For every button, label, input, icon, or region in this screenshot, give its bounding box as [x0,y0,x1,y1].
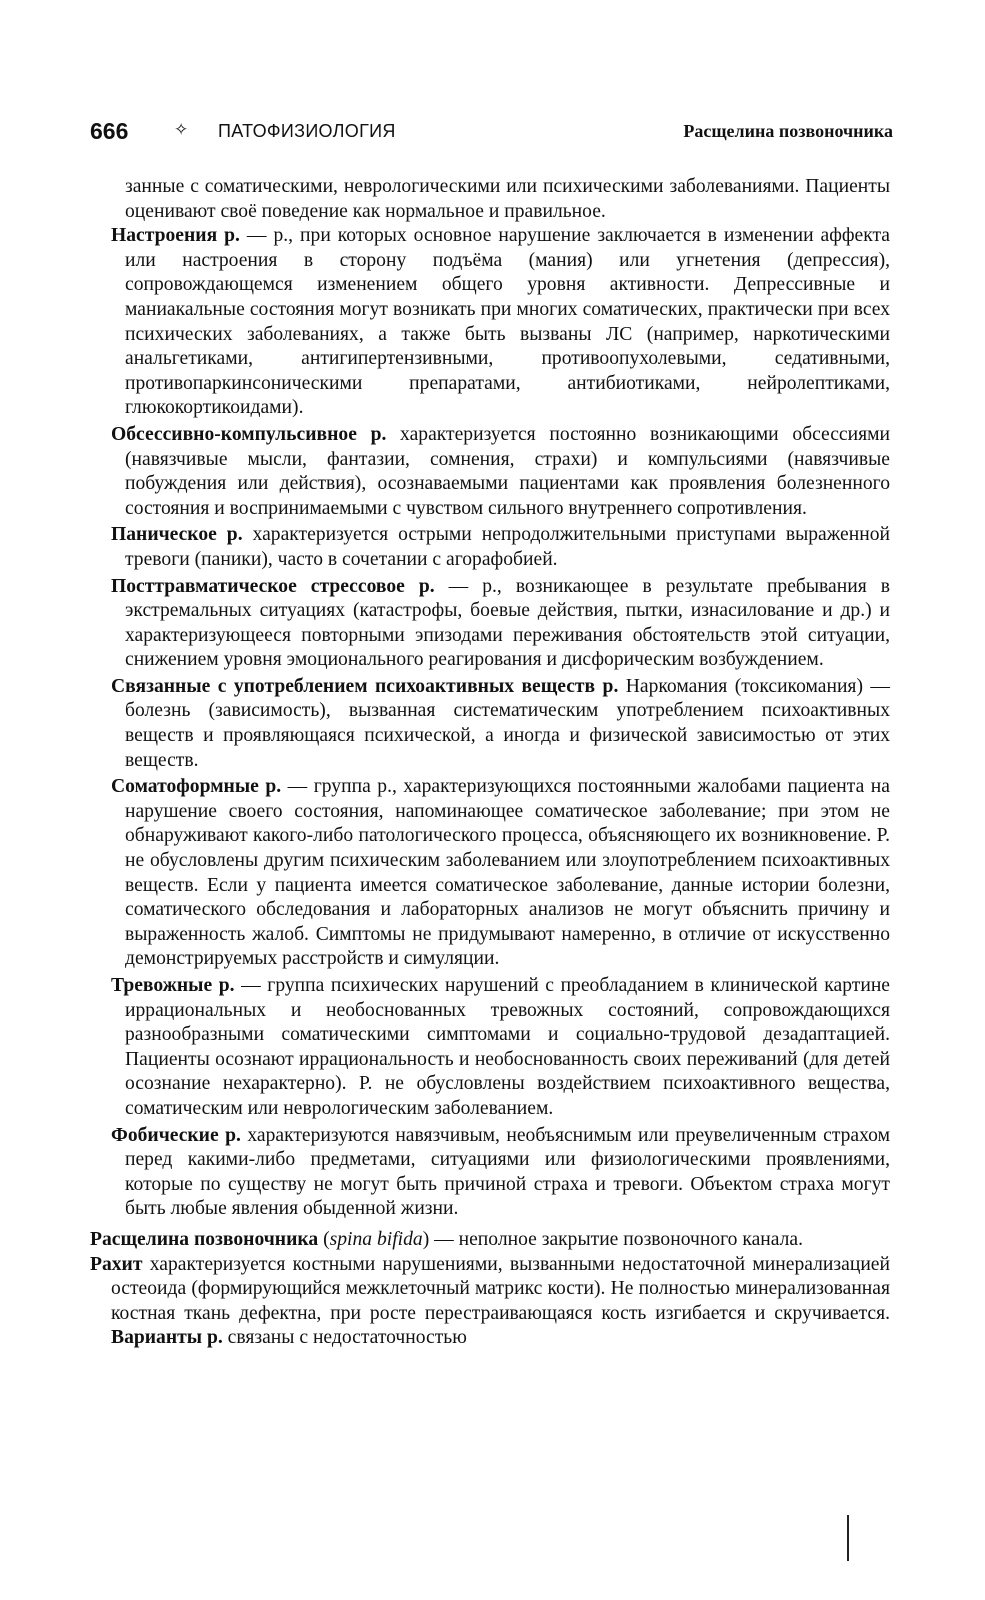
page-header [90,118,893,148]
running-title: Расщелина позвоночника [683,121,893,141]
entry-text: — группа психических нарушений с преобладанием в клинической картине иррациональных и необоснованных тревожных состояний, сопровождающихся разнообразными соматическими симптомами и социально-трудовой дезадаптацией. Пациенты осознают иррациональность и необоснованность своих переживаний (для детей осознание нехарактерно). Р. не обусловлены воздействием психоактивного вещества, соматическим или неврологическим заболеванием. [125,975,891,1119]
entry-ocd [90,423,890,521]
entry-term: Фобические р. [111,1124,241,1146]
entry-ptsd [90,575,890,673]
section-title: ПАТОФИЗИОЛОГИЯ [218,121,396,141]
entry-mood [90,224,890,421]
entry-text: ( [318,1228,330,1250]
entry-term: Расщелина позвоночника [90,1228,319,1250]
entry-term: Обсессивно-компульсивное р. [111,423,387,445]
entry-text: Наркомания (токсикомания) — болезнь (зависимость), вызванная систематическим употреблением психоактивных веществ и проявляющаяся психической, а иногда и физической зависимостью от этих веществ. [125,675,890,771]
entry-term: Посттравматическое стрессовое р. [111,575,435,597]
entry-phobic [90,1124,890,1222]
margin-mark [847,1515,849,1561]
entry-anxiety [90,974,890,1122]
entry-text: характеризуется острыми непродолжительными приступами выраженной тревоги (паники), часто в сочетании с агорафобией. [125,524,890,570]
entry-rickets [90,1253,890,1351]
entry-term: Тревожные р. [111,975,235,996]
entry-term: Рахит [90,1253,143,1275]
entry-text: характеризуются навязчивым, необъяснимым или преувеличенным страхом перед какими-либо предметами, ситуациями или физиологическими проявлениями, которые по существу не могут быть причиной страха и тревоги. Объектом страха могут быть любые явления обыденной жизни. [125,1124,890,1220]
entry-panic [90,523,890,572]
entry-term: Связанные с употреблением психоактивных веществ р. [111,675,619,697]
entry-text: — группа р., характеризующихся постоянными жалобами пациента на нарушение своего состояния, напоминающее соматическое заболевание; при этом не обнаруживают какого-либо патологического процесса, объясняющего их возникновение. Р. не обусловлены другим психическим заболеванием или злоупотреблением психоактивных веществ. Если у пациента имеется соматическое заболевание, данные истории болезни, соматического обследования и лабораторных анализов не могут объяснить причину и выраженность жалоб. Симптомы не придумывают намеренно, в отличие от искусственно демонстрируемых расстройств и симуляции. [125,776,890,970]
entry-substance [90,675,890,773]
diamond-icon: ✧ [174,120,189,140]
entry-text: — р., при которых основное нарушение заключается в изменении аффекта или настроения в сторону подъёма (мания) или угнетения (депрессия), сопровождающемся изменением общего уровня активности. Депрессивные и маниакальные состояния могут возникать при многих соматических, практически при всех психических заболеваниях, а также быть вызваны ЛС (например, наркотическими анальгетиками, антигипертензивными, противоопухолевыми, седативными, противопаркинсоническими препаратами, антибиотиками, нейролептиками, глюкокортикоидами). [125,225,890,419]
entry-term: Соматоформные р. [111,776,282,798]
entry-spina-bifida [90,1228,890,1253]
entry-term: Настроения р. [111,225,240,247]
entry-somatoform [90,775,890,972]
entry-text: характеризуется костными нарушениями, вызванными недостаточной минерализацией остеоида (формирующийся межклеточный матрикс кости). Не полностью минерализованная костная ткань дефектна, при росте перестраивающаяся кость изгибается и скручивается. [111,1253,890,1324]
entry-text: ) — неполное закрытие позвоночного канала. [422,1228,804,1250]
entry-subterm: Варианты р. [111,1327,223,1349]
page-body [90,175,890,1351]
entry-text: характеризуется постоянно возникающими обсессиями (навязчивые мысли, фантазии, сомнения, страхи) и компульсиями (навязчивые побуждения или действия), осознаваемыми пациентами как проявления болезненного состояния и воспринимаемыми с чувством сильного внутреннего сопротивления. [125,423,890,519]
entry-text: связаны с недостаточностью [222,1327,467,1349]
latin-term: spina bifida [329,1228,423,1250]
intro-paragraph: занные с соматическими, неврологическими или психическими заболеваниями. Пациенты оценивают своё поведение как нормальное и правильное. [125,176,890,222]
entry-term: Паническое р. [111,524,243,546]
entry-text: — р., возникающее в результате пребывания в экстремальных ситуациях (катастрофы, боевые действия, пытки, изнасилование и др.) и характеризующееся повторными эпизодами переживания обстоятельств этой ситуации, снижением уровня эмоционального реагирования и дисфорическим возбуждением. [125,575,890,671]
page-number: 666 [90,118,129,144]
